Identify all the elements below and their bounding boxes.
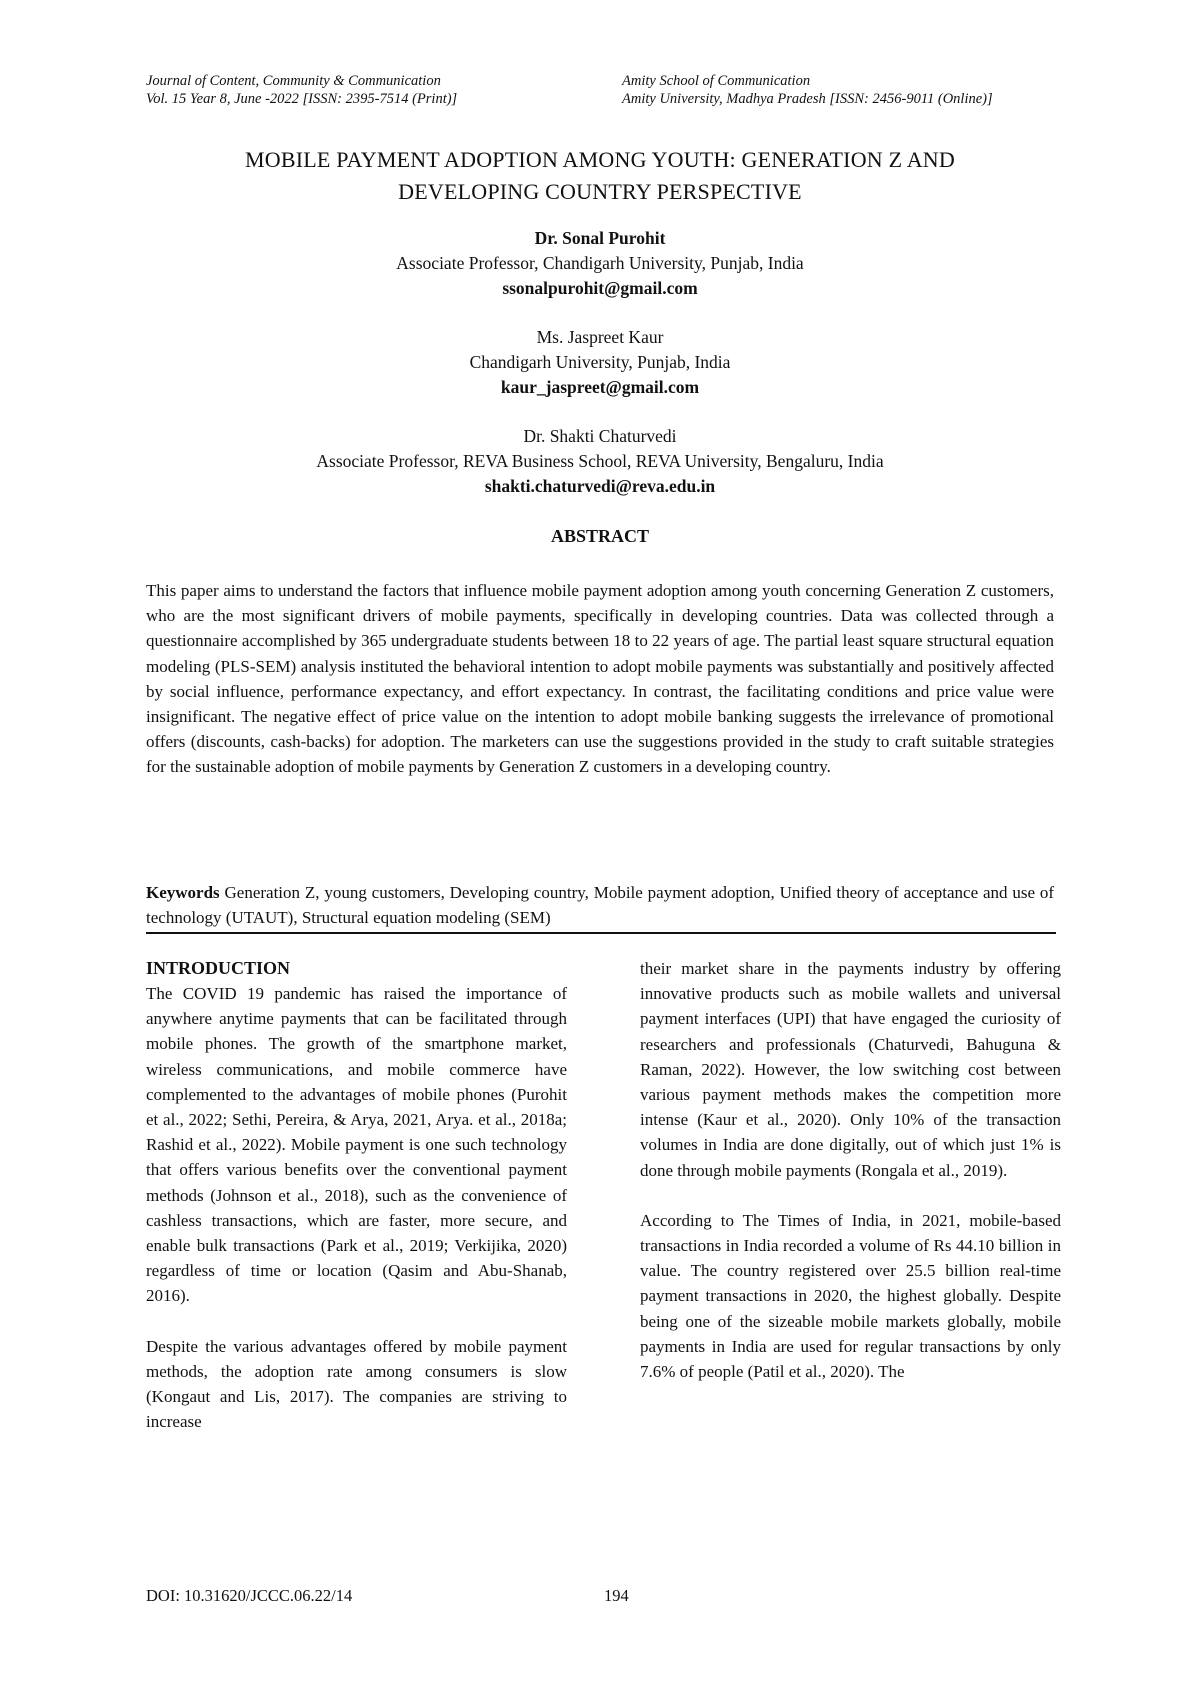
author-2 [146,325,1054,400]
paragraph: their market share in the payments industry by offering innovative products such as mobile wallets and universal payment interfaces (UPI) that have engaged the curiosity of researchers and professionals (Chaturvedi, Bahuguna & Raman, 2022). However, the low switching cost between various payment methods makes the competition more intense (Kaur et al., 2020). Only 10% of the transaction volumes in India are done digitally, out of which just 1% is done through mobile payments (Rongala et al., 2019). [640,959,1061,1180]
author-1 [146,226,1054,301]
keywords-label: Keywords [146,883,220,902]
author-affiliation: Chandigarh University, Punjab, India [469,352,731,372]
author-name: Dr. Sonal Purohit [534,228,666,248]
author-affiliation: Associate Professor, Chandigarh University, Punjab, India [396,253,804,273]
paragraph: The COVID 19 pandemic has raised the importance of anywhere anytime payments that can be facilitated through mobile phones. The growth of the smartphone market, wireless communications, and mobile commerce have complemented to the advantages of mobile phones (Purohit et al., 2022; Sethi, Pereira, & Arya, 2021, Arya. et al., 2018a; Rashid et al., 2022). Mobile payment is one such technology that offers various benefits over the conventional payment methods (Johnson et al., 2018), such as the convenience of cashless transactions, which are faster, more secure, and enable bulk transactions (Park et al., 2019; Verkijika, 2020) regardless of time or location (Qasim and Abu-Shanab, 2016). [146,984,567,1306]
journal-header-right [622,72,993,108]
introduction-heading: INTRODUCTION [146,958,291,978]
doi-footer: DOI: 10.31620/JCCC.06.22/14 [146,1586,353,1605]
author-email[interactable]: shakti.chaturvedi@reva.edu.in [484,476,716,496]
keywords-block [146,880,1054,930]
author-name: Dr. Shakti Chaturvedi [523,426,677,446]
abstract-text: This paper aims to understand the factors that influence mobile payment adoption among youth concerning Generation Z customers, who are the most significant drivers of mobile payments, specifically in developing countries. Data was collected through a questionnaire accomplished by 365 undergraduate students between 18 to 22 years of age. The partial least square structural equation modeling (PLS-SEM) analysis instituted the behavioral intention to adopt mobile payments was substantially and positively affected by social influence, performance expectancy, and effort expectancy. In contrast, the facilitating conditions and price value were insignificant. The negative effect of price value on the intention to adopt mobile banking suggests the irrelevance of promotional offers (discounts, cash-backs) for adoption. The marketers can use the suggestions provided in the study to craft suitable strategies for the sustainable adoption of mobile payments by Generation Z customers in a developing country. [146,581,1054,777]
paragraph: According to The Times of India, in 2021, mobile-based transactions in India recorded a volume of Rs 44.10 billion in value. The country registered over 25.5 billion real-time payment transactions in 2020, the highest globally. Despite being one of the sizeable mobile markets globally, mobile payments in India are used for regular transactions by only 7.6% of people (Patil et al., 2020). The [640,1210,1061,1382]
abstract-heading: ABSTRACT [550,526,650,546]
author-email[interactable]: kaur_jaspreet@gmail.com [500,377,700,397]
journal-header-left [146,72,457,108]
body-column-left [146,956,567,1459]
paper-title-line-1: MOBILE PAYMENT ADOPTION AMONG YOUTH: GENERATION Z AND [245,147,955,172]
body-column-right [640,956,1061,1409]
section-divider [146,932,1056,934]
abstract-body [146,578,1054,780]
paragraph: Despite the various advantages offered by mobile payment methods, the adoption rate among consumers is slow (Kongaut and Lis, 2017). The companies are striving to increase [146,1336,567,1432]
publisher-school: Amity School of Communication [622,73,811,89]
author-email[interactable]: ssonalpurohit@gmail.com [502,278,698,298]
author-affiliation: Associate Professor, REVA Business School, REVA University, Bengaluru, India [316,451,884,471]
author-3 [146,424,1054,499]
publisher-university: Amity University, Madhya Pradesh [ISSN: 2456-9011 (Online)] [622,91,993,107]
paper-title [146,144,1054,208]
author-name: Ms. Jaspreet Kaur [536,327,664,347]
page-number: 194 [604,1586,629,1605]
author-block [146,226,1054,523]
journal-volume: Vol. 15 Year 8, June -2022 [ISSN: 2395-7514 (Print)] [146,91,458,107]
keywords-text: Generation Z, young customers, Developing country, Mobile payment adoption, Unified theory of acceptance and use of technology (UTAUT), Structural equation modeling (SEM) [146,883,1054,928]
journal-name: Journal of Content, Community & Communication [146,73,441,89]
paper-title-line-2: DEVELOPING COUNTRY PERSPECTIVE [398,179,802,204]
